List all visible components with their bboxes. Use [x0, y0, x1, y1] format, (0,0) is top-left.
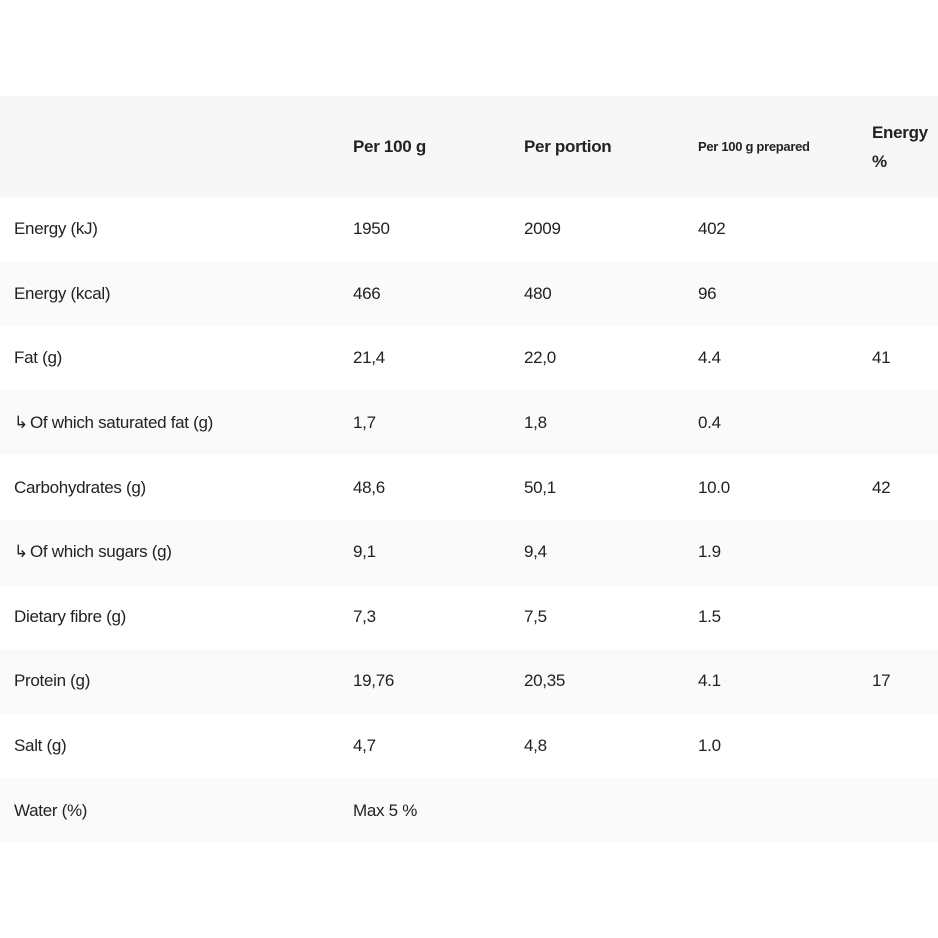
header-cell-per-100g-prepared: Per 100 g prepared [698, 139, 810, 154]
value-per-100g-prepared: 4.4 [698, 348, 721, 368]
nutrient-label-cell [0, 262, 339, 327]
nutrient-label: Fat (g) [14, 348, 62, 368]
nutrient-label-cell [0, 778, 339, 843]
value-per-100g: 19,76 [353, 671, 395, 691]
nutrient-label-cell [0, 326, 339, 391]
value-energy-percent [858, 520, 938, 585]
value-energy-percent: 42 [872, 477, 891, 497]
table-row [0, 649, 938, 714]
value-energy-percent [858, 262, 938, 327]
header-cell-per-portion: Per portion [524, 136, 612, 156]
value-per-portion: 50,1 [524, 477, 556, 497]
nutrient-label-cell [0, 455, 339, 520]
value-per-portion: 22,0 [524, 348, 556, 368]
table-row [0, 391, 938, 456]
value-per-portion: 480 [524, 283, 552, 303]
value-per-100g-prepared: 1.9 [698, 542, 721, 562]
table-body [0, 197, 938, 843]
table-row [0, 455, 938, 520]
value-per-100g-prepared: 1.0 [698, 736, 721, 756]
value-per-portion: 20,35 [524, 671, 566, 691]
nutrient-label-cell [0, 714, 339, 779]
nutrient-label: Of which saturated fat (g) [29, 413, 214, 433]
value-per-100g: 4,7 [353, 736, 376, 756]
value-energy-percent [858, 391, 938, 456]
header-cell-per-100g: Per 100 g [353, 136, 426, 156]
value-energy-percent [858, 714, 938, 779]
table-row [0, 585, 938, 650]
value-per-portion: 7,5 [524, 606, 547, 626]
nutrient-label: Water (%) [14, 800, 88, 820]
nutrient-label: Carbohydrates (g) [14, 477, 146, 497]
value-per-100g: 466 [353, 283, 381, 303]
nutrient-label-cell [0, 391, 339, 456]
nutrient-label: Dietary fibre (g) [14, 606, 127, 626]
value-per-100g: 48,6 [353, 477, 385, 497]
value-per-100g: 9,1 [353, 542, 376, 562]
nutrient-label-cell [0, 585, 339, 650]
nutrient-label: Salt (g) [14, 736, 67, 756]
value-energy-percent [858, 585, 938, 650]
value-per-portion: 2009 [524, 219, 561, 239]
nutrition-table [0, 96, 938, 843]
header-cell-energy-percent: Energy % [872, 122, 928, 171]
table-row [0, 197, 938, 262]
table-row [0, 262, 938, 327]
table-header-row [0, 96, 938, 197]
table-row [0, 520, 938, 585]
value-energy-percent: 17 [872, 671, 891, 691]
nutrient-label: Protein (g) [14, 671, 91, 691]
value-per-100g: 1,7 [353, 413, 376, 433]
value-per-100g: 7,3 [353, 606, 376, 626]
nutrient-label: Of which sugars (g) [29, 542, 172, 562]
nutrient-label-cell [0, 520, 339, 585]
sub-row-arrow-icon: ↳ [14, 542, 28, 562]
value-per-100g-prepared: 1.5 [698, 606, 721, 626]
value-per-100g-prepared: 4.1 [698, 671, 721, 691]
value-per-100g-prepared: 96 [698, 283, 717, 303]
value-per-portion: 4,8 [524, 736, 547, 756]
table-row [0, 714, 938, 779]
table-row [0, 778, 938, 843]
value-per-100g-prepared [684, 778, 858, 843]
nutrient-label: Energy (kJ) [14, 219, 98, 239]
value-per-portion: 9,4 [524, 542, 547, 562]
header-cell-nutrient [0, 96, 339, 197]
value-per-100g: Max 5 % [353, 800, 418, 820]
table-row [0, 326, 938, 391]
value-per-100g-prepared: 0.4 [698, 413, 721, 433]
sub-row-arrow-icon: ↳ [14, 413, 28, 433]
value-per-portion [510, 778, 684, 843]
nutrient-label-cell [0, 197, 339, 262]
value-per-100g-prepared: 402 [698, 219, 726, 239]
nutrient-label-cell [0, 649, 339, 714]
value-per-100g: 1950 [353, 219, 390, 239]
value-per-100g-prepared: 10.0 [698, 477, 730, 497]
value-energy-percent [858, 197, 938, 262]
value-per-100g: 21,4 [353, 348, 385, 368]
value-per-portion: 1,8 [524, 413, 547, 433]
value-energy-percent [858, 778, 938, 843]
value-energy-percent: 41 [872, 348, 891, 368]
nutrient-label: Energy (kcal) [14, 283, 111, 303]
